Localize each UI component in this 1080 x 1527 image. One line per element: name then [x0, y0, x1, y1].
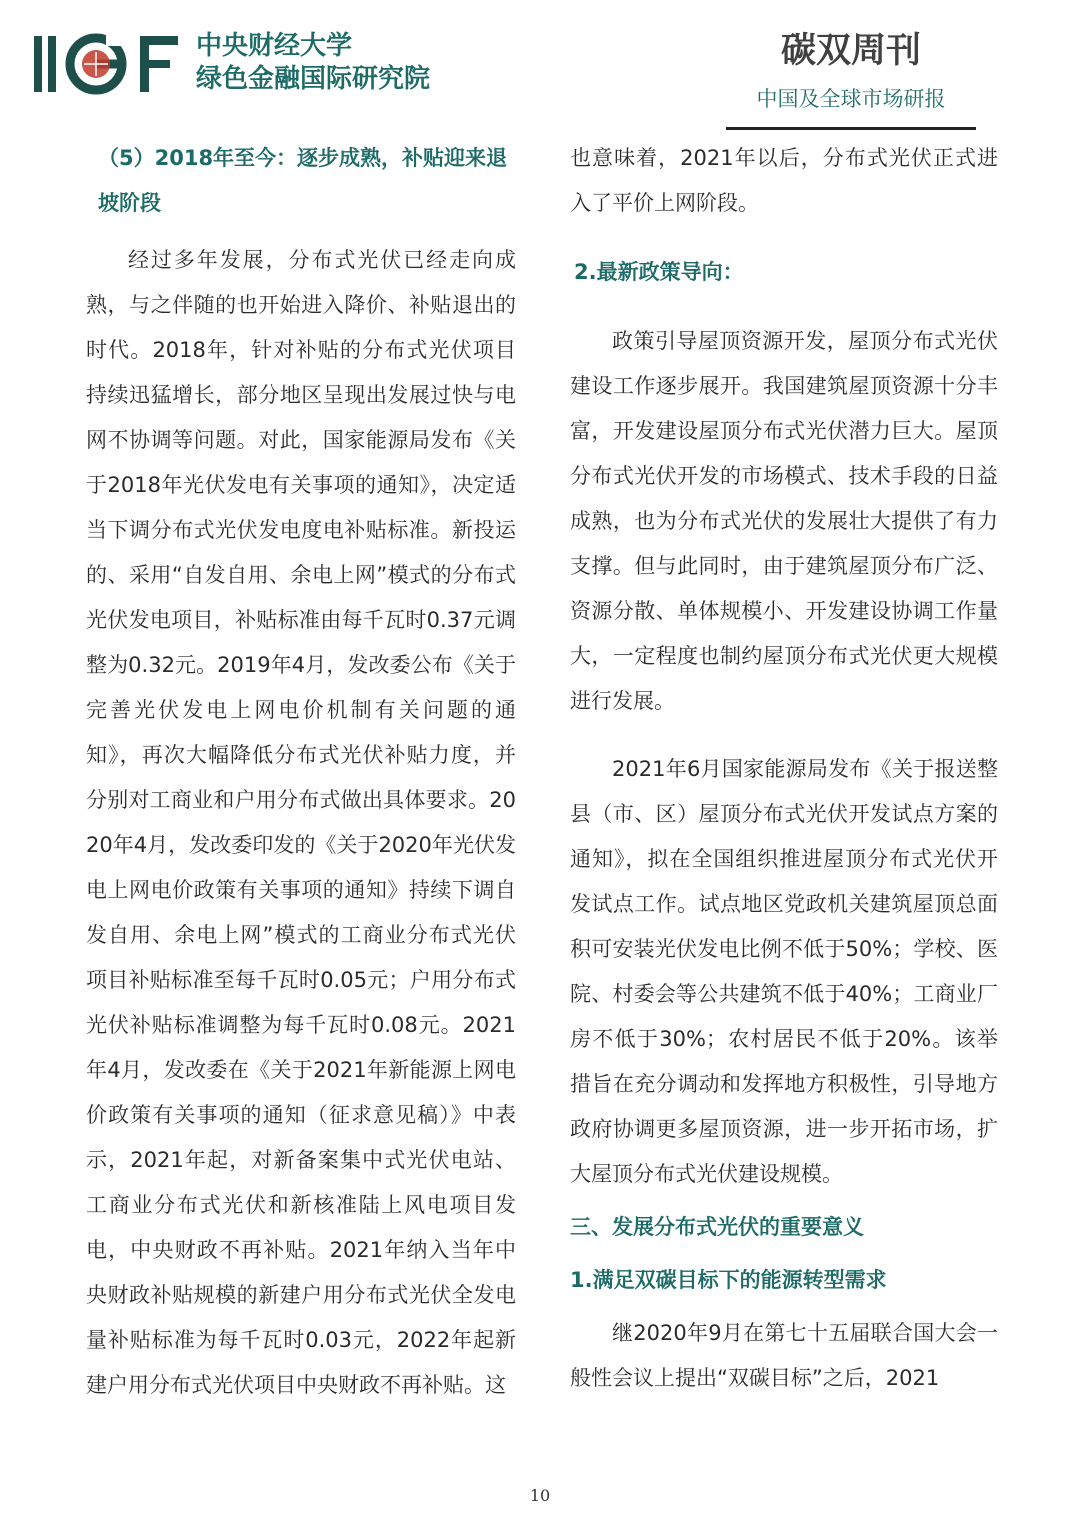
right-column	[570, 136, 998, 1401]
heading-energy-transition: 1.满足双碳目标下的能源转型需求	[570, 1268, 887, 1292]
paragraph-pilot-notice: 2021年6月国家能源局发布《关于报送整县（市、区）屋顶分布式光伏开发试点方案的通知》，拟在全国组织推进屋顶分布式光伏开发试点工作。试点地区党政机关建筑屋顶总面积可安装光伏发电比例不低于50%；学校、医院、村委会等公共建筑不低于40%；工商业厂房不低于30%；农村居民不低于20%。该举措旨在充分调动和发挥地方积极性，引导地方政府协调更多屋顶资源，进一步开拓市场，扩大屋顶分布式光伏建设规模。	[570, 757, 998, 1186]
paragraph-subsidy-history: 经过多年发展，分布式光伏已经走向成熟，与之伴随的也开始进入降价、补贴退出的时代。2018年，针对补贴的分布式光伏项目持续迅猛增长，部分地区呈现出发展过快与电网不协调等问题。对此，国家能源局发布《关于2018年光伏发电有关事项的通知》，决定适当下调分布式光伏发电度电补贴标准。新投运的、采用“自发自用、余电上网”模式的分布式光伏发电项目，补贴标准由每千瓦时0.37元调整为0.32元。2019年4月，发改委公布《关于完善光伏发电上网电价机制有关问题的通知》，再次大幅降低分布式光伏补贴力度，并分别对工商业和户用分布式做出具体要求。2020年4月，发改委印发的《关于2020年光伏发电上网电价政策有关事项的通知》持续下调自发自用、余电上网”模式的工商业分布式光伏项目补贴标准至每千瓦时0.05元；户用分布式光伏补贴标准调整为每千瓦时0.08元。2021年4月，发改委在《关于2021年新能源上网电价政策有关事项的通知（征求意见稿）》中表示，2021年起，对新备案集中式光伏电站、工商业分布式光伏和新核准陆上风电项目发电，中央财政不再补贴。2021年纳入当年中央财政补贴规模的新建户用分布式光伏全发电量补贴标准为每千瓦时0.03元，2022年起新建户用分布式光伏项目中央财政不再补贴。这	[86, 248, 516, 1397]
heading-latest-policy: 2.最新政策导向：	[574, 260, 744, 284]
institution-name	[196, 30, 430, 96]
heading-section-3: 三、发展分布式光伏的重要意义	[570, 1215, 864, 1239]
section-heading-2018: （5）2018年至今：逐步成熟，补贴迎来退坡阶段	[98, 146, 508, 215]
journal-title: 碳双周刊	[780, 31, 921, 71]
institution-line-2: 绿色金融国际研究院	[196, 64, 431, 94]
page-number: 10	[529, 1486, 551, 1505]
journal-subtitle: 中国及全球市场研报	[756, 87, 946, 111]
paragraph-continuation: 也意味着，2021年以后，分布式光伏正式进入了平价上网阶段。	[570, 146, 998, 215]
iigf-logo	[34, 30, 184, 96]
institution-line-1: 中央财经大学	[196, 31, 353, 61]
paragraph-rooftop-policy: 政策引导屋顶资源开发，屋顶分布式光伏建设工作逐步展开。我国建筑屋顶资源十分丰富，开发建设屋顶分布式光伏潜力巨大。屋顶分布式光伏开发的市场模式、技术手段的日益成熟，也为分布式光伏的发展壮大提供了有力支撑。但与此同时，由于建筑屋顶分布广泛、资源分散、单体规模小、开发建设协调工作量大，一定程度也制约屋顶分布式光伏更大规模进行发展。	[570, 329, 998, 713]
paragraph-dual-carbon: 继2020年9月在第七十五届联合国大会一般性会议上提出“双碳目标”之后，2021	[570, 1321, 998, 1390]
left-column	[86, 136, 516, 1408]
header-divider	[726, 127, 976, 130]
